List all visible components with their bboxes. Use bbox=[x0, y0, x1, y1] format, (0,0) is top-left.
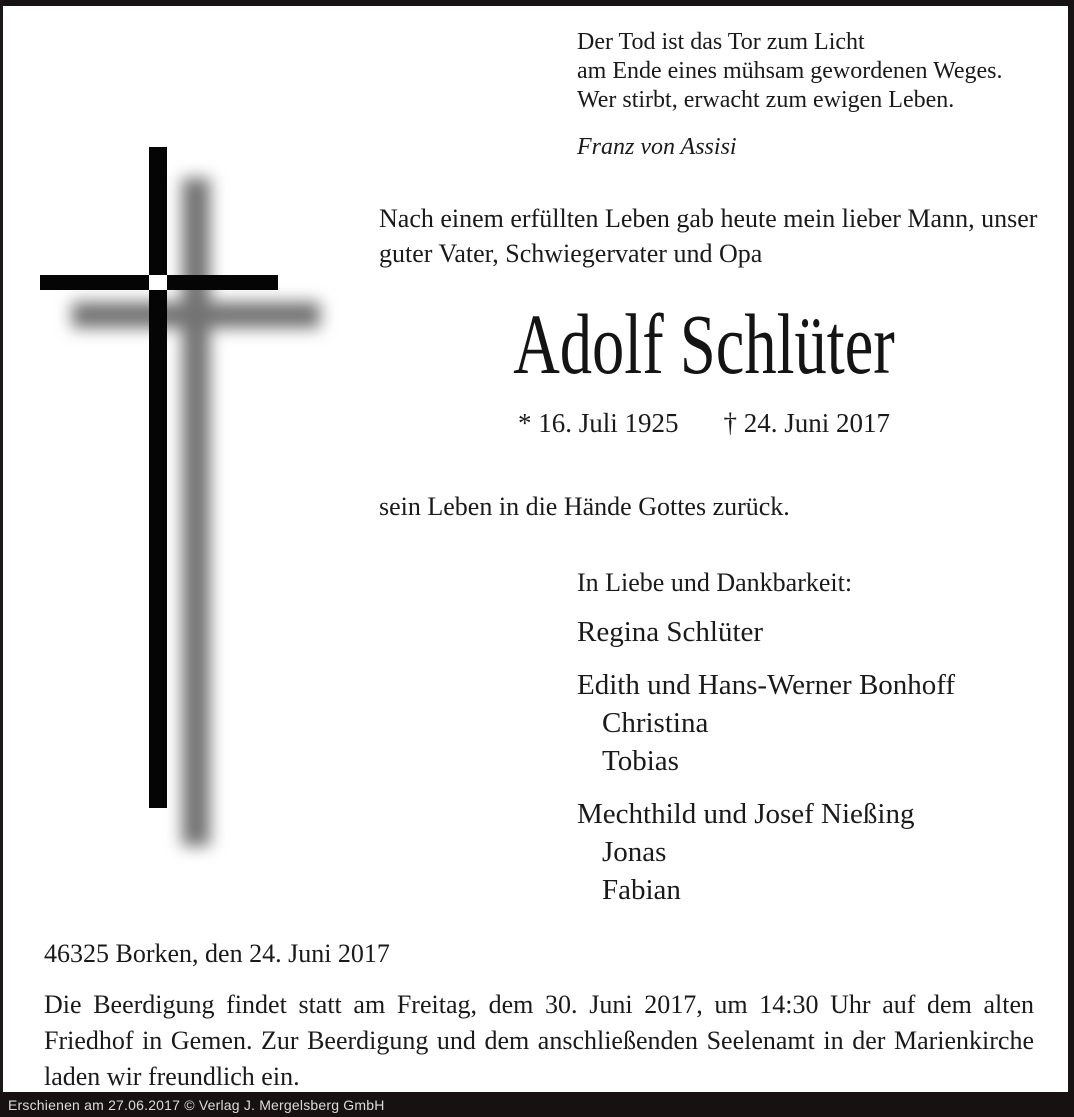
death-date: † 24. Juni 2017 bbox=[723, 408, 891, 438]
birth-date: * 16. Juli 1925 bbox=[517, 408, 679, 438]
mourner-child-name: Tobias bbox=[602, 745, 679, 777]
mourner-name: Mechthild und Josef Nießing bbox=[577, 798, 915, 830]
quote-attribution: Franz von Assisi bbox=[577, 134, 737, 160]
mourner-group bbox=[577, 795, 955, 909]
cross-shadow-horizontal-bar bbox=[72, 302, 320, 328]
mourners-heading: In Liebe und Dankbarkeit: bbox=[577, 568, 853, 597]
publisher-footer-text: Erschienen am 27.06.2017 © Verlag J. Mergelsberg GmbH bbox=[8, 1096, 385, 1113]
mourner-group bbox=[577, 666, 955, 780]
opening-quote bbox=[577, 28, 1003, 162]
deceased-name: Adolf Schlüter bbox=[513, 296, 895, 392]
place-date-line: 46325 Borken, den 24. Juni 2017 bbox=[44, 939, 390, 968]
quote-line: Wer stirbt, erwacht zum ewigen Leben. bbox=[577, 87, 955, 113]
announcement-closing: sein Leben in die Hände Gottes zurück. bbox=[379, 492, 790, 521]
quote-line: Der Tod ist das Tor zum Licht bbox=[577, 29, 865, 55]
mourner-name: Edith und Hans-Werner Bonhoff bbox=[577, 669, 956, 701]
mourner-child-name: Christina bbox=[602, 707, 709, 739]
funeral-info: Die Beerdigung findet statt am Freitag, dem 30. Juni 2017, um 14:30 Uhr auf dem alten Friedhof in Gemen. Zur Beerdigung und dem anschließenden Seelenamt in der Marienkirche laden wir freundlich ein. bbox=[44, 990, 1034, 1091]
mourner-name: Regina Schlüter bbox=[577, 616, 764, 648]
latin-cross-icon bbox=[0, 0, 360, 880]
cross-shadow bbox=[0, 0, 360, 880]
mourner-child-name: Jonas bbox=[602, 836, 667, 868]
cross-vertical-bar bbox=[149, 147, 167, 808]
page-border-right bbox=[1068, 0, 1074, 1117]
quote-line: am Ende eines mühsam gewordenen Weges. bbox=[577, 58, 1003, 84]
mourners-section bbox=[577, 568, 955, 909]
cross-center-square bbox=[149, 275, 167, 290]
publisher-footer-bar bbox=[0, 1092, 1074, 1117]
mourner-child-name: Fabian bbox=[602, 874, 681, 906]
mourner-group bbox=[577, 613, 955, 651]
announcement-intro: Nach einem erfüllten Leben gab heute mein lieber Mann, unser guter Vater, Schwiegervater und Opa bbox=[379, 204, 1038, 268]
life-dates bbox=[379, 408, 1029, 439]
